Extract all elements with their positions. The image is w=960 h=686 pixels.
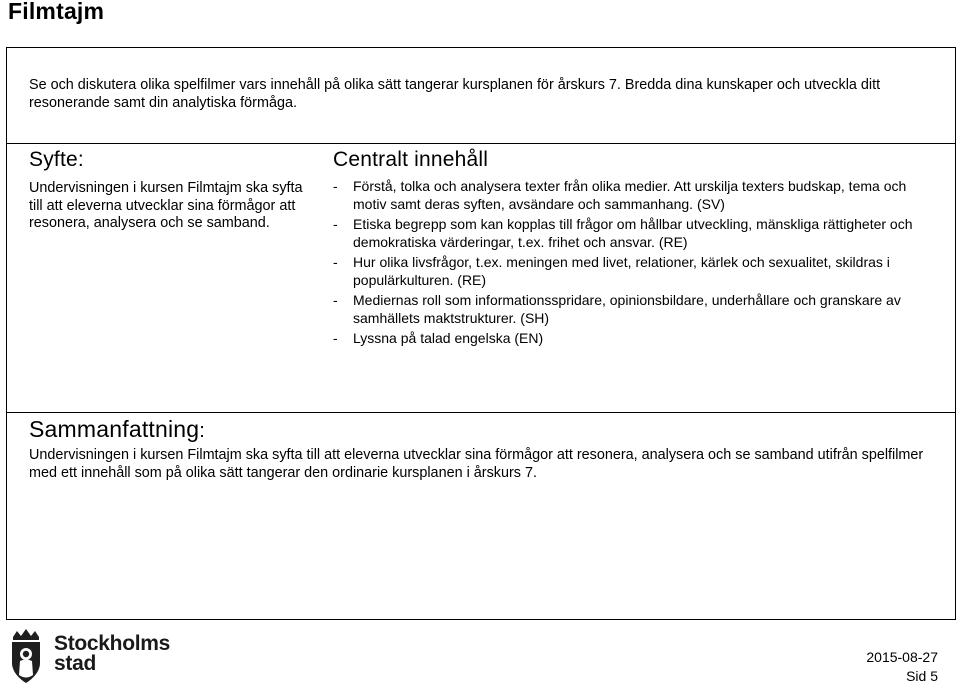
list-item bbox=[333, 216, 943, 251]
list-item bbox=[333, 330, 943, 348]
list-bullet: - bbox=[333, 292, 338, 308]
centralt-list bbox=[333, 178, 943, 351]
list-item-text: Förstå, tolka och analysera texter från olika medier. Att urskilja texters budskap, tema och motiv samt deras syften, avsändare och sammanhang. (SV) bbox=[353, 178, 907, 212]
list-item bbox=[333, 178, 943, 213]
intro-text: Se och diskutera olika spelfilmer vars innehåll på olika sätt tangerar kursplanen för årskurs 7. Bredda dina kunskaper och utveckla ditt resonerande samt din analytiska förmåga. bbox=[29, 77, 881, 111]
list-item-text: Etiska begrepp som kan kopplas till frågor om hållbar utveckling, mänskliga rättigheter och demokratiska värderingar, t.ex. frihet och ansvar. (RE) bbox=[353, 216, 913, 250]
page-number: Sid 5 bbox=[906, 668, 938, 684]
footer-date: 2015-08-27 bbox=[866, 649, 938, 665]
list-item bbox=[333, 292, 943, 327]
centralt-heading: Centralt innehåll bbox=[333, 148, 489, 171]
list-bullet: - bbox=[333, 178, 338, 194]
syfte-heading: Syfte: bbox=[29, 148, 84, 171]
summary-heading bbox=[29, 416, 205, 443]
syfte-text: Undervisningen i kursen Filmtajm ska syfta till att eleverna utvecklar sina förmågor att resonera, analysera och se samband. bbox=[29, 180, 303, 231]
list-item-text: Lyssna på talad engelska (EN) bbox=[353, 330, 544, 346]
summary-heading-text: Sammanfattning bbox=[29, 416, 200, 442]
list-bullet: - bbox=[333, 330, 338, 346]
list-item-text: Hur olika livsfrågor, t.ex. meningen med livet, relationer, kärlek och sexualitet, skildras i populärkulturen. (RE) bbox=[353, 254, 890, 288]
summary-heading-colon: : bbox=[199, 420, 206, 442]
logo-line-2: stad bbox=[54, 652, 96, 675]
list-bullet: - bbox=[333, 216, 338, 232]
logo-line-1: Stockholms bbox=[54, 632, 171, 655]
page-title: Filmtajm bbox=[8, 0, 105, 24]
list-item bbox=[333, 254, 943, 289]
list-bullet: - bbox=[333, 254, 338, 270]
list-item-text: Mediernas roll som informationsspridare, opinionsbildare, underhållare och granskare av samhällets maktstrukturer. (SH) bbox=[353, 292, 901, 326]
logo-text bbox=[54, 634, 170, 674]
summary-text: Undervisningen i kursen Filmtajm ska syfta till att eleverna utvecklar sina förmågor att resonera, analysera och se samband utifrån spelfilmer med ett innehåll som på olika sätt tangerar den ordinarie kursplanen i årskurs 7. bbox=[29, 447, 924, 481]
summary-box bbox=[6, 412, 956, 620]
